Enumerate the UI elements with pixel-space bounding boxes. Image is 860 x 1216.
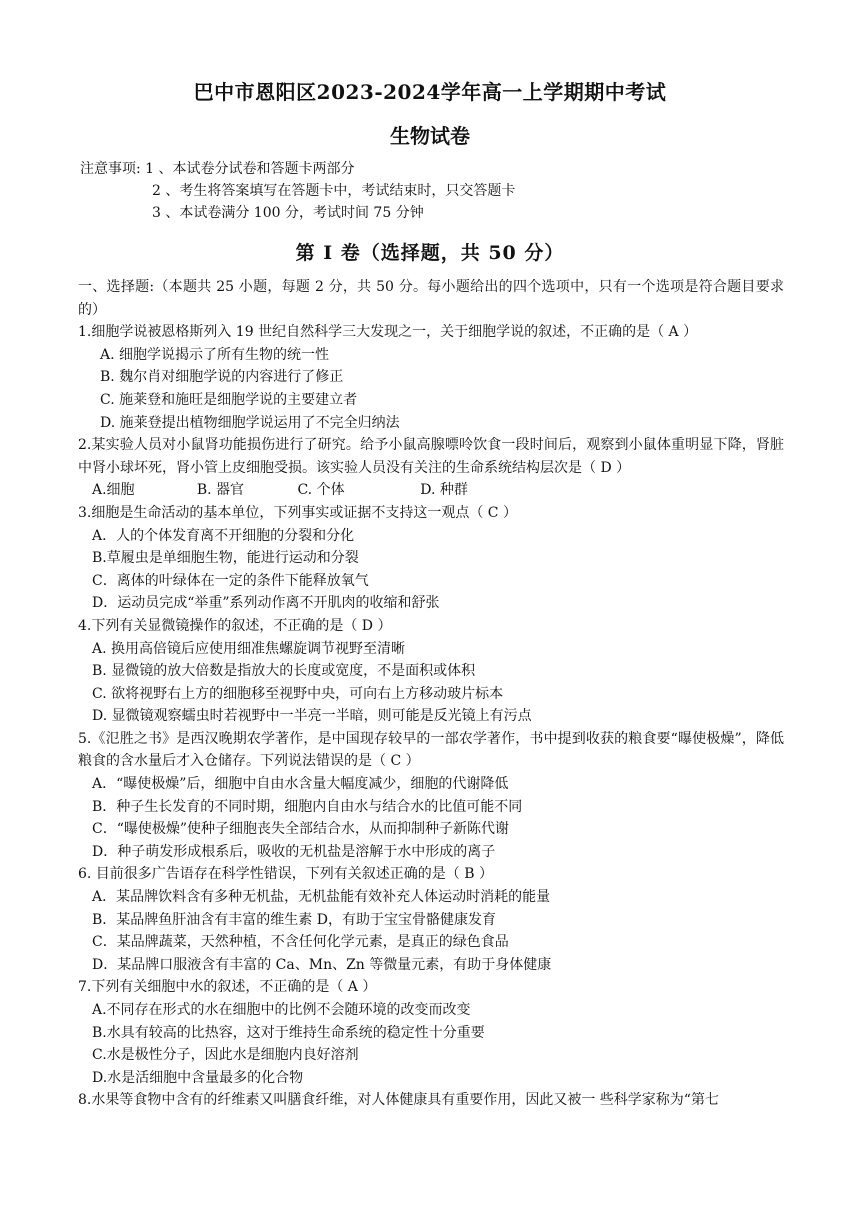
question-stem: 4.下列有关显微镜操作的叙述，不正确的是（ D ） [78, 617, 392, 634]
option-b: B. 魏尔肖对细胞学说的内容进行了修正 [100, 369, 344, 386]
note-line-2: 2 、考生将答案填写在答题卡中，考试结束时，只交答题卡 [152, 183, 516, 199]
question-8 [78, 1089, 784, 1112]
option-c: C．某品牌蔬菜，天然种植，不含任何化学元素，是真正的绿色食品 [92, 934, 509, 951]
question-stem: 5.《氾胜之书》是西汉晚期农学著作，是中国现存较早的一部农学著作，书中提到收获的粮食要“曝使极燥”，降低粮食的含水量后才入仓储存。下列说法错误的是（ C ） [78, 730, 784, 770]
question-7 [78, 976, 784, 1089]
option-a: A. 细胞学说揭示了所有生物的统一性 [100, 346, 330, 363]
question-stem: 3.细胞是生命活动的基本单位，下列事实或证据不支持这一观点（ C ） [78, 504, 517, 521]
option-c: C．“曝使极燥”使种子细胞丧失全部结合水，从而抑制种子新陈代谢 [92, 821, 510, 838]
question-stem: 7.下列有关细胞中水的叙述，不正确的是（ A ） [78, 979, 377, 996]
question-stem: 2.某实验人员对小鼠肾功能损伤进行了研究。给予小鼠高腺嘌呤饮食一段时间后，观察到小鼠体重明显下降，肾脏中肾小球坏死，肾小管上皮细胞受损。该实验人员没有关注的生命系统结构层次是（ D ） [78, 437, 784, 476]
option-d: D. 显微镜观察蠕虫时若视野中一半亮一半暗，则可能是反光镜上有污点 [92, 708, 532, 725]
option-b: B．某品牌鱼肝油含有丰富的维生素 D，有助于宝宝骨骼健康发育 [92, 911, 496, 928]
option-c: C．离体的叶绿体在一定的条件下能释放氧气 [92, 572, 369, 589]
option-d: D.水是活细胞中含量最多的化合物 [92, 1069, 304, 1086]
option-a: A．人的个体发育离不开细胞的分裂和分化 [92, 527, 355, 544]
notes-block [80, 158, 515, 224]
questions-area [78, 276, 784, 1112]
option-a: A.不同存在形式的水在细胞中的比例不会随环境的改变而改变 [92, 1002, 471, 1018]
question-stem: 6. 目前很多广告语存在科学性错误，下列有关叙述正确的是（ B ） [78, 866, 493, 883]
question-stem: 1.细胞学说被恩格斯列入 19 世纪自然科学三大发现之一，关于细胞学说的叙述，不正确的是（ A ） [78, 324, 698, 341]
question-stem: 8.水果等食物中含有的纤维素又叫膳食纤维，对人体健康具有重要作用，因此又被一 些科学家称为“第七 [78, 1092, 719, 1109]
option-c: C. 施莱登和施旺是细胞学说的主要建立者 [100, 391, 358, 408]
option-d: D．某品牌口服液含有丰富的 Ca、Mn、Zn 等微量元素，有助于身体健康 [92, 956, 552, 973]
option-a: A．某品牌饮料含有多种无机盐，无机盐能有效补充人体运动时消耗的能量 [92, 889, 551, 906]
question-6 [78, 863, 784, 976]
option-a: A. 换用高倍镜后应使用细准焦螺旋调节视野至清晰 [92, 640, 406, 657]
option-d: D．运动员完成“举重”系列动作离不开肌肉的收缩和舒张 [92, 595, 440, 612]
options-inline: A.细胞 B. 器官 C. 个体 D. 种群 [92, 482, 468, 499]
question-5 [78, 728, 784, 864]
section-instructions: 一、选择题:（本题共 25 小题，每题 2 分，共 50 分。每小题给出的四个选项中，只有一个选项是符合题目要求的） [78, 279, 784, 318]
option-b: B.草履虫是单细胞生物，能进行运动和分裂 [92, 550, 359, 567]
option-b: B．种子生长发育的不同时期，细胞内自由水与结合水的比值可能不同 [92, 798, 523, 815]
option-c: C.水是极性分子，因此水是细胞内良好溶剂 [92, 1047, 359, 1064]
question-3 [78, 502, 784, 615]
question-1 [78, 321, 784, 434]
option-a: A．“曝使极燥”后，细胞中自由水含量大幅度减少，细胞的代谢降低 [92, 776, 509, 793]
option-b: B.水具有较高的比热容，这对于维持生命系统的稳定性十分重要 [92, 1024, 485, 1041]
question-2 [78, 434, 784, 502]
option-b: B. 显微镜的放大倍数是指放大的长度或宽度，不是面积或体积 [92, 663, 476, 680]
section-heading: 第 I 卷（选择题，共 50 分） [295, 242, 565, 264]
option-c: C. 欲将视野右上方的细胞移至视野中央，可向右上方移动玻片标本 [92, 685, 504, 702]
note-line-1: 注意事项: 1 、本试卷分试卷和答题卡两部分 [80, 161, 355, 177]
exam-subtitle: 生物试卷 [390, 124, 470, 148]
exam-title: 巴中市恩阳区2023-2024学年高一上学期期中考试 [193, 80, 667, 104]
note-line-3: 3 、本试卷满分 100 分，考试时间 75 分钟 [152, 205, 424, 221]
option-d: D. 施莱登提出植物细胞学说运用了不完全归纳法 [100, 414, 400, 431]
question-4 [78, 615, 784, 728]
option-d: D．种子萌发形成根系后，吸收的无机盐是溶解于水中形成的离子 [92, 843, 496, 860]
